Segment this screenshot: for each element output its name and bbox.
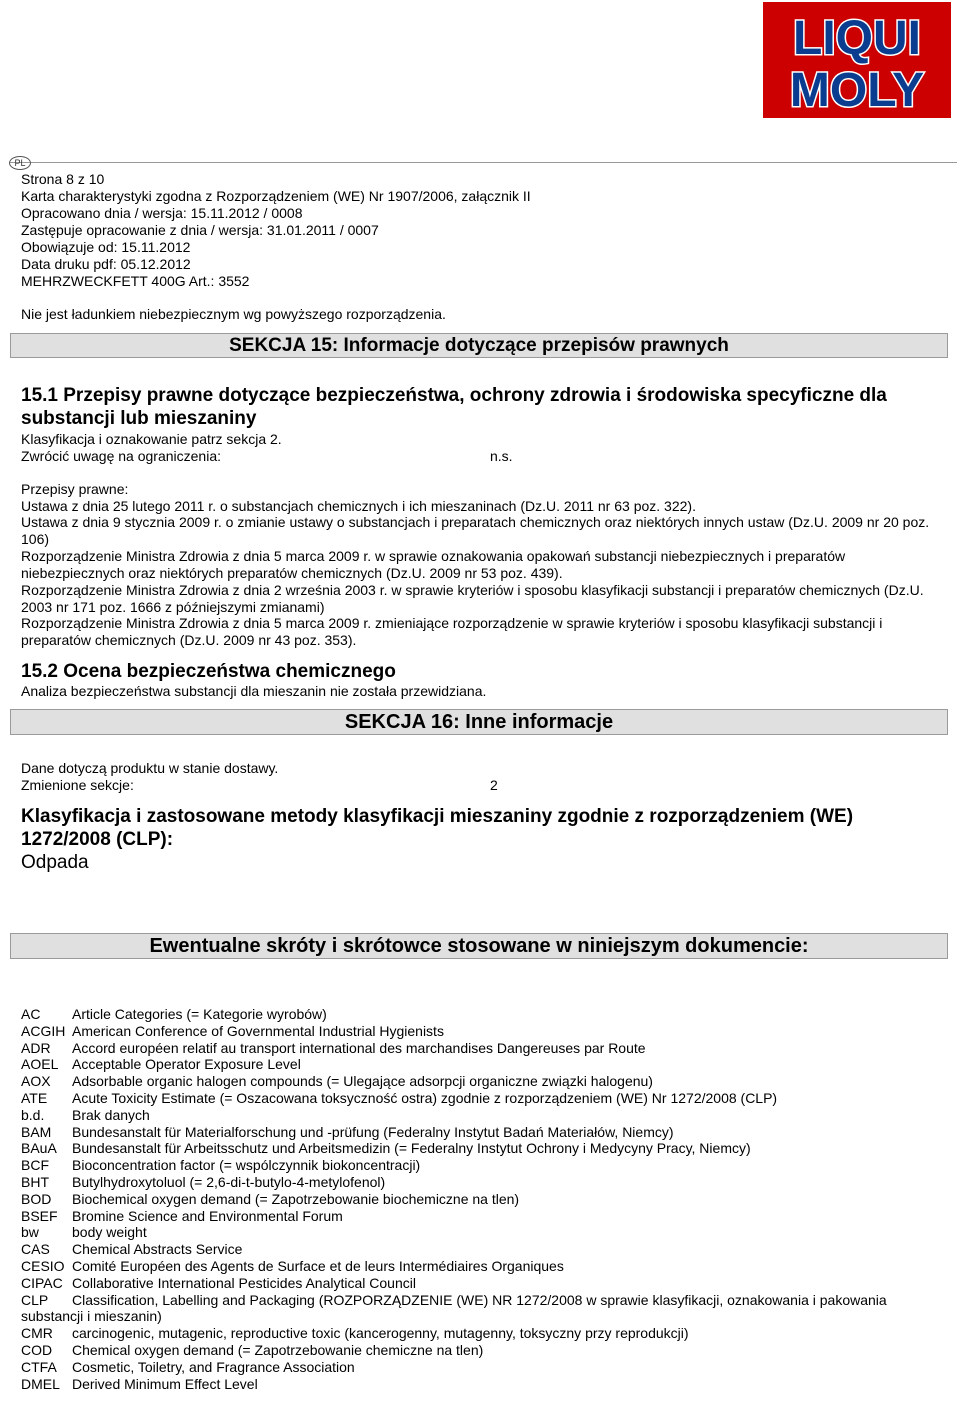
abbreviation-row	[21, 1124, 674, 1141]
abbreviation-row	[21, 1308, 162, 1325]
section-15-title: SEKCJA 15: Informacje dotyczące przepisów prawnych	[10, 333, 948, 358]
product-name: MEHRZWECKFETT 400G Art.: 3552	[21, 273, 250, 289]
abbreviation-row	[21, 1023, 444, 1040]
document-title: Karta charakterystyki zgodna z Rozporządzeniem (WE) Nr 1907/2006, załącznik II	[21, 188, 531, 204]
abbreviation-row	[21, 1006, 327, 1023]
logo-line1: LIQUI	[793, 12, 921, 65]
replaces-version: Zastępuje opracowanie z dnia / wersja: 31.01.2011 / 0007	[21, 222, 379, 238]
prepared-date: Opracowano dnia / wersja: 15.11.2012 / 0008	[21, 205, 303, 221]
abbreviation-key: ADR	[21, 1039, 51, 1056]
legal-item: Rozporządzenie Ministra Zdrowia z dnia 5 marca 2009 r. w sprawie oznakowania opakowań substancji niebezpiecznych i preparatów niebezpiecznych oraz niektórych preparatów chemicznych (Dz.U. 2009 nr 53 poz. 439).	[21, 548, 846, 581]
abbreviation-definition: Cosmetic, Toiletry, and Fragrance Association	[72, 1358, 355, 1375]
abbreviation-row	[21, 1090, 777, 1107]
abbreviation-row	[21, 1275, 416, 1292]
classification-note: Klasyfikacja i oznakowanie patrz sekcja 2.	[21, 431, 282, 447]
abbreviation-definition: Derived Minimum Effect Level	[72, 1375, 258, 1392]
abbreviation-definition: substancji i mieszanin)	[21, 1308, 162, 1325]
changed-sections-label: Zmienione sekcje:	[21, 777, 134, 793]
abbreviation-definition: Accord européen relatif au transport international des marchandises Dangereuses par Route	[72, 1039, 646, 1056]
clp-value: Odpada	[21, 852, 89, 873]
abbreviation-key: CLP	[21, 1291, 49, 1308]
liqui-moly-logo	[763, 2, 951, 118]
section-15-1-title: 15.1 Przepisy prawne dotyczące bezpieczeństwa, ochrony zdrowia i środowiska specyficzne dla substancji lub mieszaniny	[21, 385, 887, 429]
language-badge: PL	[9, 156, 31, 170]
abbreviation-key: ATE	[21, 1090, 48, 1106]
abbreviation-key: b.d.	[21, 1106, 45, 1123]
logo-line2: MOLY	[789, 64, 925, 117]
abbreviation-key: CESIO	[21, 1258, 65, 1274]
abbreviation-row	[21, 1325, 689, 1342]
legal-item: Ustawa z dnia 25 lutego 2011 r. o substancjach chemicznych i ich mieszaninach (Dz.U. 2011 nr 63 poz. 322).	[21, 498, 696, 514]
abbreviations-title: Ewentualne skróty i skrótowce stosowane w niniejszym dokumencie:	[10, 933, 948, 959]
abbreviation-row	[21, 1107, 150, 1124]
abbreviation-key: ACGIH	[21, 1022, 66, 1039]
abbreviation-row	[21, 1224, 147, 1241]
section-16-title: SEKCJA 16: Inne informacje	[10, 709, 948, 735]
restrictions-label: Zwrócić uwagę na ograniczenia:	[21, 448, 221, 464]
abbreviation-definition: body weight	[72, 1224, 147, 1241]
print-date: Data druku pdf: 05.12.2012	[21, 256, 191, 272]
header-rule	[9, 162, 957, 163]
abbreviation-definition: Comité Européen des Agents de Surface et de leurs Intermédiaires Organiques	[72, 1258, 564, 1274]
abbreviation-key: BCF	[21, 1157, 49, 1174]
abbreviation-definition: Collaborative International Pesticides Analytical Council	[72, 1274, 416, 1291]
abbreviation-definition: Article Categories (= Kategorie wyrobów)	[72, 1006, 327, 1022]
abbreviation-row	[21, 1359, 355, 1376]
clp-heading: Klasyfikacja i zastosowane metody klasyfikacji mieszaniny zgodnie z rozporządzeniem (WE) 1272/2008 (CLP):	[21, 806, 854, 850]
abbreviation-definition: Bioconcentration factor (= wspólczynnik biokoncentracji)	[72, 1157, 421, 1174]
abbreviation-definition: Brak danych	[72, 1106, 150, 1123]
abbreviation-definition: Bundesanstalt für Arbeitsschutz und Arbeitsmedizin (= Federalny Instytut Ochrony i Medycyny Pracy, Niemcy)	[72, 1140, 751, 1157]
abbreviation-row	[21, 1191, 519, 1208]
abbreviation-key: CMR	[21, 1325, 53, 1342]
legal-item: Rozporządzenie Ministra Zdrowia z dnia 5 marca 2009 r. zmieniające rozporządzenie w sprawie kryteriów i sposobu klasyfikacji substancji i preparatów chemicznych (Dz.U. 2009 nr 43 poz. 353).	[21, 615, 883, 648]
abbreviation-definition: carcinogenic, mutagenic, reproductive toxic (kancerogenny, mutagenny, toksyczny przy reprodukcji)	[72, 1325, 689, 1342]
abbreviation-key: BAuA	[21, 1140, 57, 1157]
abbreviation-definition: Acute Toxicity Estimate (= Oszacowana toksyczność ostra) zgodnie z rozporządzeniem (WE) Nr 1272/2008 (CLP)	[72, 1090, 778, 1106]
abbreviation-key: AOX	[21, 1073, 51, 1090]
abbreviation-key: bw	[21, 1224, 39, 1241]
section-15-2-title: 15.2 Ocena bezpieczeństwa chemicznego	[21, 661, 396, 682]
abbreviation-row	[21, 1342, 483, 1359]
abbreviation-definition: Classification, Labelling and Packaging (ROZPORZĄDZENIE (WE) NR 1272/2008 w sprawie klasyfikacji, oznakowania i pakowania	[72, 1291, 887, 1308]
abbreviation-row	[21, 1258, 564, 1275]
abbreviation-definition: Chemical Abstracts Service	[72, 1241, 243, 1258]
abbreviation-key: BAM	[21, 1123, 52, 1140]
delivery-note: Dane dotyczą produktu w stanie dostawy.	[21, 760, 279, 776]
abbreviation-key: AC	[21, 1006, 41, 1022]
abbreviation-definition: Acceptable Operator Exposure Level	[72, 1056, 301, 1073]
abbreviation-row	[21, 1174, 385, 1191]
abbreviation-row	[21, 1073, 653, 1090]
section-15-2-text: Analiza bezpieczeństwa substancji dla mieszanin nie została przewidziana.	[21, 683, 487, 699]
abbreviation-definition: Adsorbable organic halogen compounds (= Ulegające adsorpcji organiczne związki halogenu)	[72, 1073, 653, 1090]
abbreviation-key: CTFA	[21, 1358, 57, 1375]
abbreviation-definition: Bromine Science and Environmental Forum	[72, 1207, 343, 1224]
abbreviation-row	[21, 1157, 420, 1174]
abbreviation-key: BHT	[21, 1174, 49, 1190]
abbreviation-key: DMEL	[21, 1375, 60, 1392]
abbreviation-key: BSEF	[21, 1207, 58, 1224]
abbreviation-row	[21, 1140, 751, 1157]
legal-item: Ustawa z dnia 9 stycznia 2009 r. o zmianie ustawy o substancjach i preparatach chemicznych oraz niektórych innych ustaw (Dz.U. 2009 nr 20 poz. 106)	[21, 514, 930, 547]
intro-line: Nie jest ładunkiem niebezpiecznym wg powyższego rozporządzenia.	[21, 306, 446, 322]
legal-item: Rozporządzenie Ministra Zdrowia z dnia 2 września 2003 r. w sprawie kryteriów i sposobu klasyfikacji substancji i preparatów chemicznych (Dz.U. 2003 nr 171 poz. 1666 z późniejszymi zmianami)	[21, 582, 924, 615]
abbreviation-key: CAS	[21, 1241, 50, 1258]
abbreviation-row	[21, 1208, 343, 1225]
abbreviation-row	[21, 1376, 258, 1393]
abbreviation-key: BOD	[21, 1190, 52, 1207]
restrictions-value: n.s.	[490, 448, 513, 464]
abbreviation-definition: American Conference of Governmental Industrial Hygienists	[72, 1022, 444, 1039]
page-number: Strona 8 z 10	[21, 171, 105, 187]
abbreviation-definition: Chemical oxygen demand (= Zapotrzebowanie chemiczne na tlen)	[72, 1342, 484, 1358]
abbreviation-row	[21, 1292, 887, 1309]
abbreviation-definition: Butylhydroxytoluol (= 2,6-di-t-butylo-4-metylofenol)	[72, 1174, 386, 1190]
abbreviation-definition: Bundesanstalt für Materialforschung und -prüfung (Federalny Instytut Badań Materiałów, Niemcy)	[72, 1123, 674, 1140]
abbreviation-definition: Biochemical oxygen demand (= Zapotrzebowanie biochemiczne na tlen)	[72, 1190, 520, 1207]
abbreviation-key: COD	[21, 1342, 53, 1358]
abbreviation-key: AOEL	[21, 1056, 59, 1073]
abbreviation-row	[21, 1040, 646, 1057]
legal-label: Przepisy prawne:	[21, 481, 129, 497]
abbreviation-key: CIPAC	[21, 1274, 63, 1291]
valid-from: Obowiązuje od: 15.11.2012	[21, 239, 191, 255]
changed-sections-value: 2	[490, 777, 498, 793]
abbreviation-row	[21, 1241, 242, 1258]
abbreviation-row	[21, 1056, 301, 1073]
